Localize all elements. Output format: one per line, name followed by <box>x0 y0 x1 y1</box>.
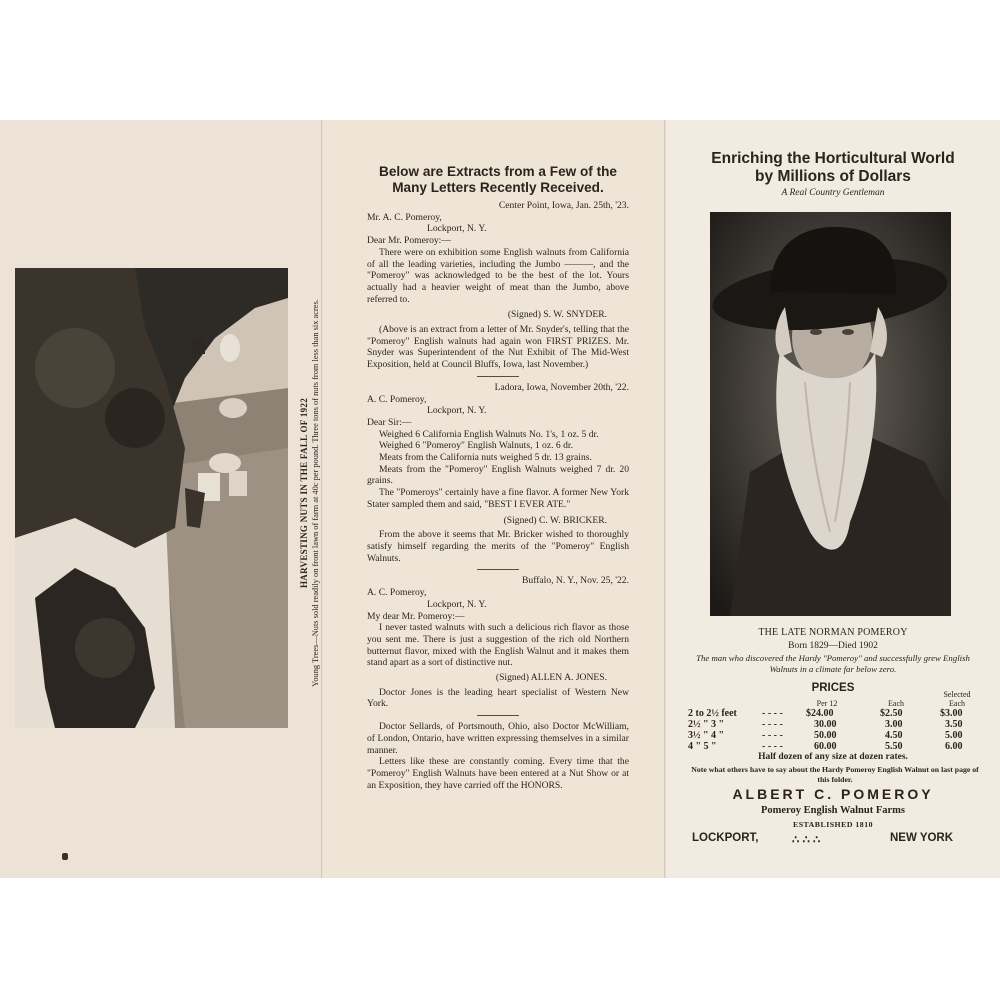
letter2-line2: Weighed 6 "Pomeroy" English Walnuts, 1 oz. 6 dr. <box>379 440 573 452</box>
brochure <box>0 120 1000 878</box>
cover-title <box>666 150 1000 186</box>
location-line <box>692 832 972 846</box>
harvest-photo-image <box>15 268 288 728</box>
panel-middle <box>323 120 666 878</box>
location-city: LOCKPORT, <box>692 832 759 844</box>
location-state: NEW YORK <box>890 832 954 844</box>
letter3-dateline: Buffalo, N. Y., Nov. 25, '22. <box>522 575 629 587</box>
testimonial-note: Note what others have to say about the Hardy Pomeroy English Walnut on last page of this folder. <box>691 765 979 784</box>
price-row <box>688 741 978 752</box>
letter3-salutation: My dear Mr. Pomeroy:— <box>367 610 465 622</box>
price-header-each: Each <box>888 699 904 708</box>
separator <box>477 569 519 570</box>
letter3-note: Doctor Jones is the leading heart specialist of Western New York. <box>367 686 629 710</box>
price-header-selected: Selected <box>943 690 971 699</box>
letter2-line5: The "Pomeroys" certainly have a fine flavor. A former New York Stater sampled them and said, "BEST I EVER ATE." <box>367 487 629 510</box>
letter1-to: Mr. A. C. Pomeroy, <box>367 211 442 223</box>
price-per12: 60.00 <box>814 741 837 752</box>
cover-subtitle: A Real Country Gentleman <box>781 188 885 198</box>
letter3-to: A. C. Pomeroy, <box>367 587 427 599</box>
cover-title-line2: by Millions of Dollars <box>755 168 911 185</box>
price-selected: 6.00 <box>945 741 963 752</box>
farms-name: Pomeroy English Walnut Farms <box>760 805 905 816</box>
price-each: 5.50 <box>885 741 903 752</box>
price-per12: $24.00 <box>806 708 834 719</box>
letter2-dateline: Ladora, Iowa, November 20th, '22. <box>494 381 629 393</box>
letter2-to-city: Lockport, N. Y. <box>427 405 487 417</box>
price-header-per12: Per 12 <box>816 699 838 708</box>
letter2-line4: Meats from the "Pomeroy" English Walnuts weighed 7 dr. 20 grains. <box>367 463 629 487</box>
letter1-signature: (Signed) S. W. SNYDER. <box>507 309 607 321</box>
price-row <box>688 719 978 730</box>
letter2-line1: Weighed 6 California English Walnuts No. 1's, 1 oz. 5 dr. <box>379 428 599 440</box>
letter1-note: (Above is an extract from a letter of Mr. Snyder's, telling that the "Pomeroy" English walnuts had again won FIRST PRIZES. Mr. Snyder was Superintendent of the Nut Exhibit of The Mid-West Exposition, held at Council Bluffs, Iowa, last November.) <box>367 324 629 371</box>
ink-blot <box>62 853 68 860</box>
price-header-selected-each: Each <box>949 699 965 708</box>
price-each: $2.50 <box>880 708 903 719</box>
price-size: 2½ " 3 " <box>688 719 725 730</box>
price-selected: 3.50 <box>945 719 963 730</box>
portrait-dates: Born 1829—Died 1902 <box>788 641 878 651</box>
letter2-signature: (Signed) C. W. BRICKER. <box>503 514 607 526</box>
closing-paragraph-2: Letters like these are constantly coming. Every time that the "Pomeroy" English Walnuts have been entered at a Nut Show or at an Exposition, they have carried off the HONORS. <box>367 756 629 791</box>
letter1-body: There were on exhibition some English walnuts from California of all the leading varieties, including the Jumbo ———, and the "Pomeroy" was acknowledged to be the best of the lot. Yours actually had a heavier weight of meat than the Jumbo, above referred to. <box>367 246 629 305</box>
half-dozen-note: Half dozen of any size at dozen rates. <box>758 752 908 762</box>
price-dots: - - - - <box>762 719 783 730</box>
price-each: 4.50 <box>885 730 903 741</box>
price-size: 4 " 5 " <box>688 741 717 752</box>
letter2-salutation: Dear Sir:— <box>367 416 412 428</box>
price-row <box>688 730 978 741</box>
letters-title: Below are Extracts from a Few of the Many Letters Recently Received. <box>379 164 617 195</box>
letter3-body: I never tasted walnuts with such a delicious rich flavor as those you sent me. There is just a suggestion of the rich old Northern butternut flavor, mixed with the English Walnut and it makes them stand apart as a sort of distinctive nut. <box>367 622 629 669</box>
price-size: 3½ " 4 " <box>688 730 725 741</box>
harvest-photo <box>15 268 288 728</box>
letter2-to: A. C. Pomeroy, <box>367 393 427 405</box>
separator <box>477 715 519 716</box>
letter3-to-city: Lockport, N. Y. <box>427 598 487 610</box>
price-size: 2 to 2½ feet <box>688 708 737 719</box>
letter2-line3: Meats from the California nuts weighed 5 dr. 13 grains. <box>379 452 592 464</box>
photo-caption <box>298 299 320 687</box>
letter1-to-city: Lockport, N. Y. <box>427 223 487 235</box>
portrait-caption: THE LATE NORMAN POMEROY <box>758 627 908 638</box>
letter2-note: From the above it seems that Mr. Bricker wished to thoroughly satisfy himself regarding the merits of the "Pomeroy" English Walnuts. <box>367 529 629 564</box>
letter1-salutation: Dear Mr. Pomeroy:— <box>367 235 451 247</box>
photo-caption-text: Young Trees—Nuts sold readily on front lawn of farm at 40c per pound. Three tons of nuts from less than six acres. <box>311 299 320 687</box>
portrait-description: The man who discovered the Hardy "Pomeroy" and successfully grew English Walnuts in a climate far below zero. <box>696 653 970 674</box>
letter3-signature: (Signed) ALLEN A. JONES. <box>495 672 607 684</box>
price-selected: $3.00 <box>940 708 963 719</box>
price-dots: - - - - <box>762 708 783 719</box>
cover-title-line1: Enriching the Horticultural World <box>711 150 955 167</box>
prices-heading: PRICES <box>811 682 855 694</box>
price-selected: 5.00 <box>945 730 963 741</box>
company-name: ALBERT C. POMEROY <box>732 786 934 802</box>
closing-paragraph-1: Doctor Sellards, of Portsmouth, Ohio, also Doctor McWilliam, of London, Ontario, have written expressing themselves in a similar manner. <box>367 721 629 756</box>
price-dots: - - - - <box>762 730 783 741</box>
price-each: 3.00 <box>885 719 903 730</box>
price-per12: 30.00 <box>814 719 837 730</box>
established-line: ESTABLISHED 1810 <box>793 820 873 829</box>
letter1-dateline: Center Point, Iowa, Jan. 25th, '23. <box>498 200 629 211</box>
separator <box>477 376 519 377</box>
photo-caption-title: HARVESTING NUTS IN THE FALL OF 1922 <box>299 397 309 589</box>
price-dots: - - - - <box>762 741 783 752</box>
price-row <box>688 708 978 719</box>
location-dots: ∴ ∴ ∴ <box>792 834 821 846</box>
portrait-image <box>710 212 951 616</box>
letters-column <box>367 164 629 791</box>
price-per12: 50.00 <box>814 730 837 741</box>
portrait-photo <box>710 212 951 616</box>
panel-left <box>0 120 323 878</box>
panel-right <box>666 120 1000 878</box>
